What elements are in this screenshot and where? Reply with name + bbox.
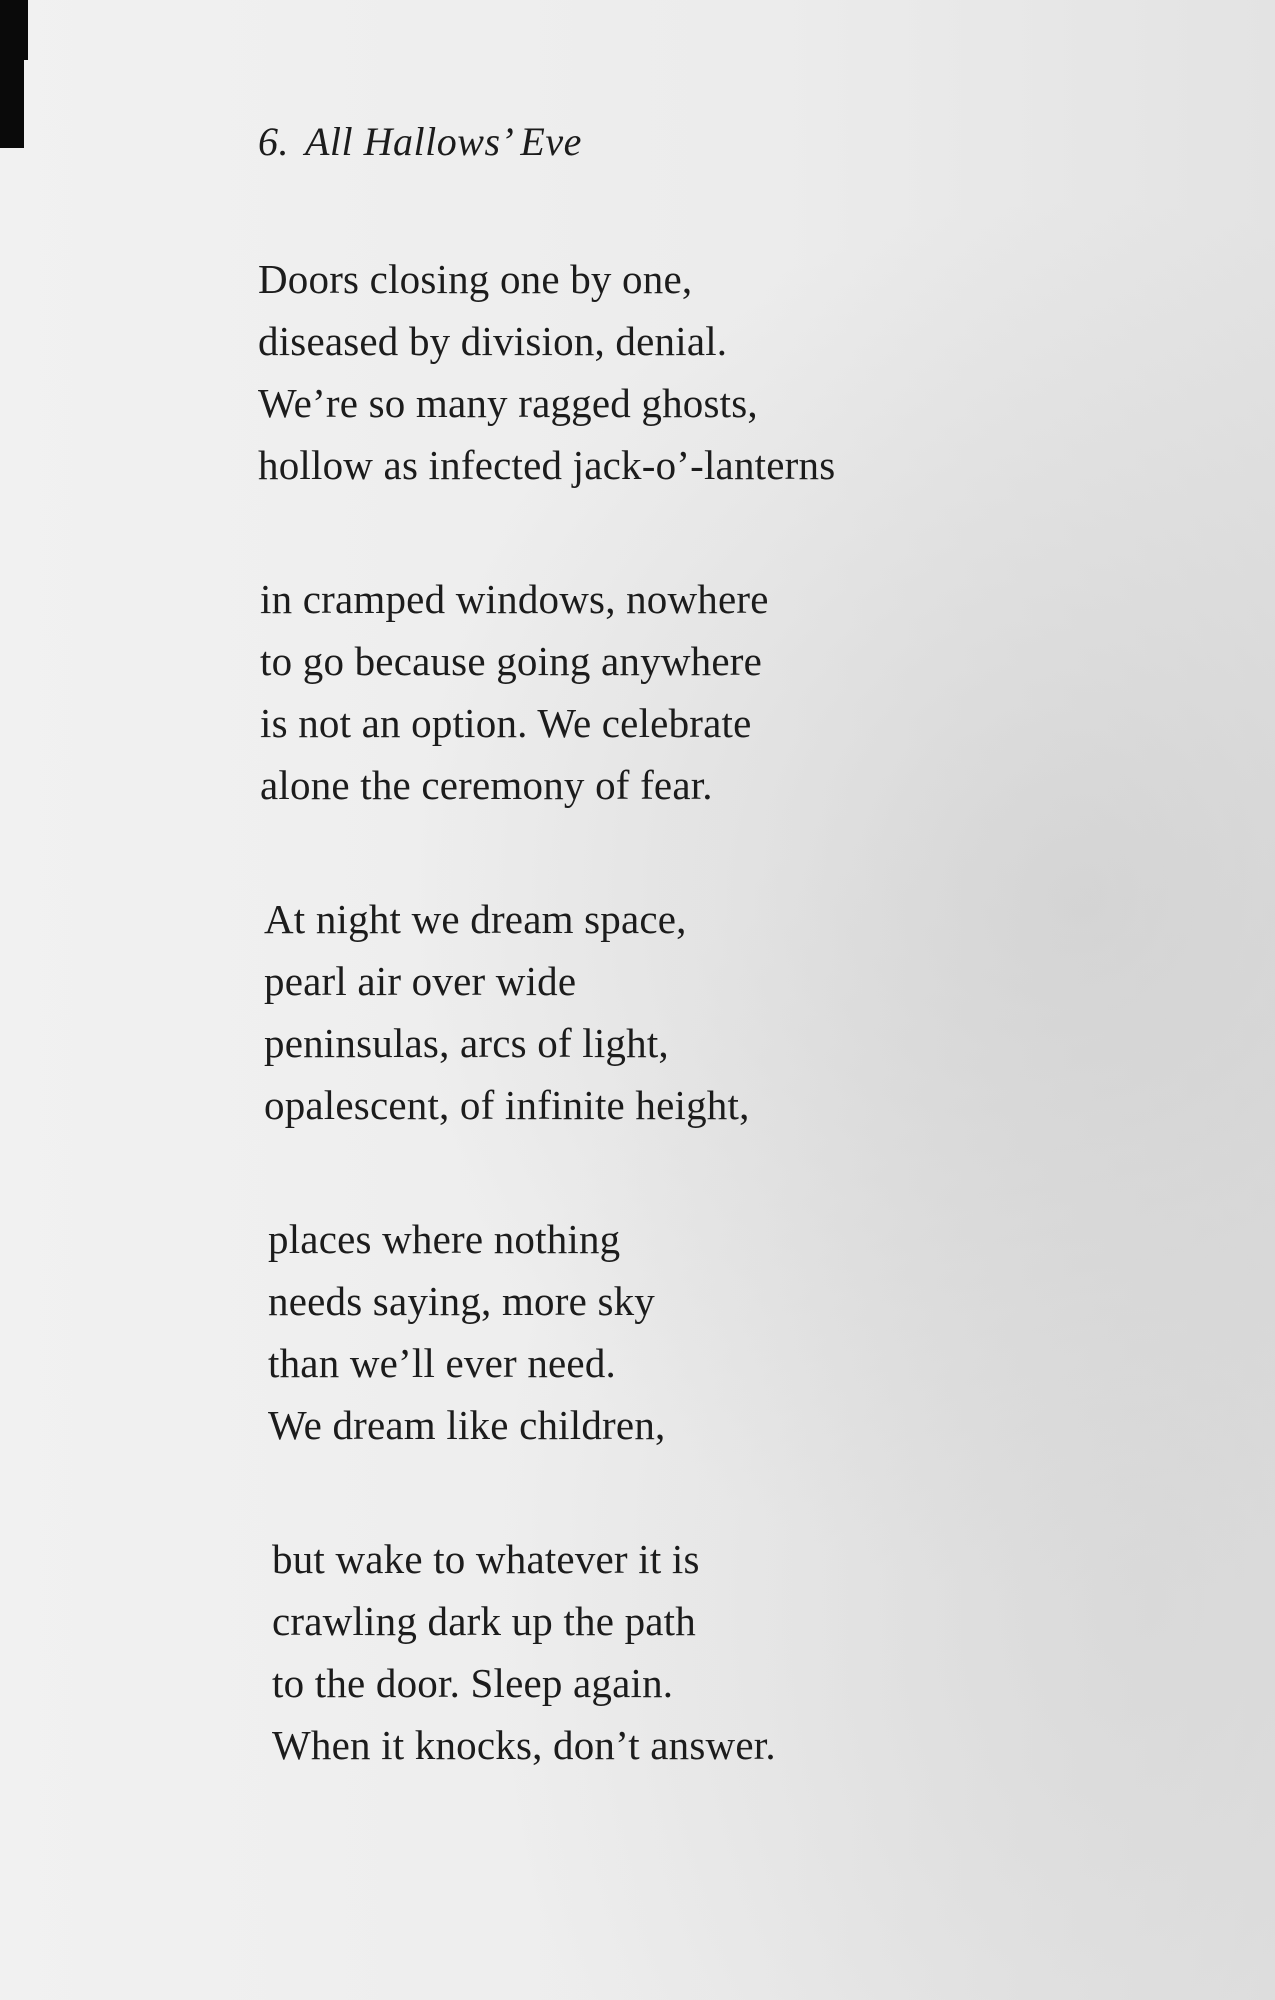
- poem-line: hollow as infected jack-o’-lanterns: [258, 442, 836, 488]
- poem-line: When it knocks, don’t answer.: [272, 1722, 776, 1768]
- poem-line: to go because going anywhere: [260, 638, 762, 684]
- stanza: [268, 1208, 1218, 1456]
- poem-line: alone the ceremony of fear.: [260, 762, 713, 808]
- poem-body: [258, 248, 1208, 1848]
- poem-line: in cramped windows, nowhere: [260, 576, 769, 622]
- poem-heading: [258, 118, 582, 165]
- poem-line: opalescent, of infinite height,: [264, 1082, 750, 1128]
- poem-line: peninsulas, arcs of light,: [264, 1020, 669, 1066]
- stanza: [258, 248, 1208, 496]
- poem-line: to the door. Sleep again.: [272, 1660, 674, 1706]
- poem-title: All Hallows’ Eve: [305, 119, 582, 164]
- poem-line: needs saying, more sky: [268, 1278, 655, 1324]
- poem-line: than we’ll ever need.: [268, 1340, 616, 1386]
- poem-line: pearl air over wide: [264, 958, 577, 1004]
- poem-line: At night we dream space,: [264, 896, 687, 942]
- poem-line: places where nothing: [268, 1216, 621, 1262]
- poem-line: but wake to whatever it is: [272, 1536, 700, 1582]
- poem-line: We dream like children,: [268, 1402, 666, 1448]
- poem-line: diseased by division, denial.: [258, 318, 728, 364]
- poem-line: is not an option. We celebrate: [260, 700, 752, 746]
- stanza: [264, 888, 1214, 1136]
- poem-line: crawling dark up the path: [272, 1598, 696, 1644]
- page-edge-shadow: [0, 0, 24, 148]
- poem-line: We’re so many ragged ghosts,: [258, 380, 758, 426]
- stanza: [272, 1528, 1222, 1776]
- poem-number: 6.: [258, 119, 289, 164]
- stanza: [260, 568, 1210, 816]
- poem-line: Doors closing one by one,: [258, 256, 693, 302]
